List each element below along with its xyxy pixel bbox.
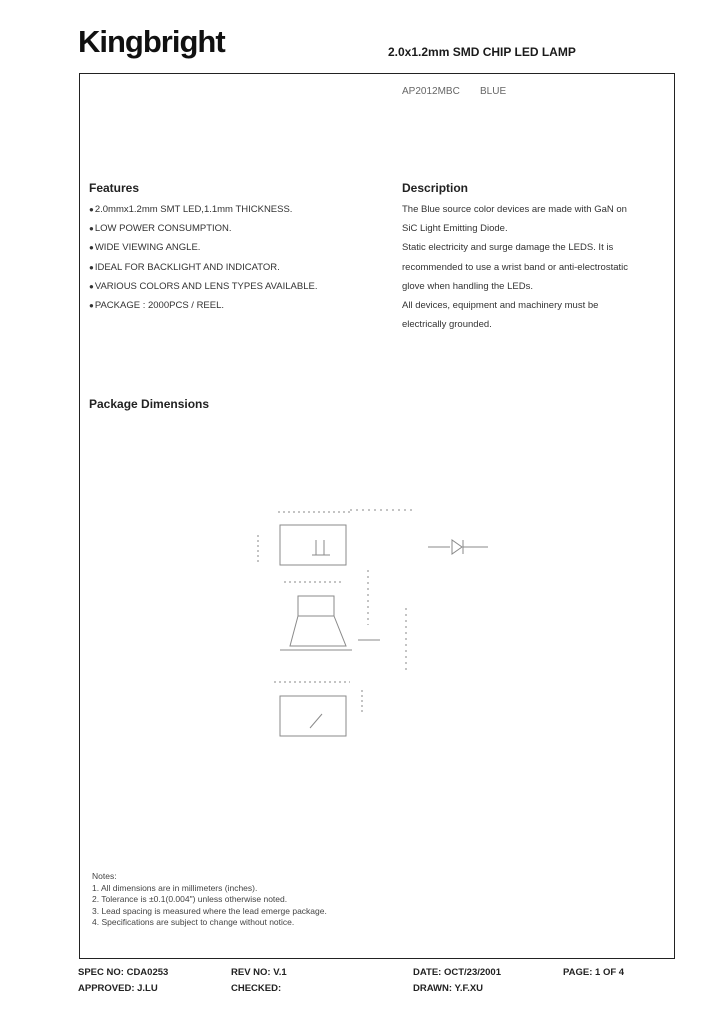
features-list: [89, 204, 379, 319]
bullet-icon: ●: [89, 224, 94, 234]
package-drawing: [240, 500, 500, 740]
spec-label: SPEC NO:: [78, 967, 124, 978]
checked-label: CHECKED:: [231, 983, 282, 994]
feature-item: [89, 262, 379, 281]
approved-value: J.LU: [137, 983, 158, 994]
feature-text: 2.0mmx1.2mm SMT LED,1.1mm THICKNESS.: [94, 204, 293, 215]
feature-item: [89, 223, 379, 242]
date-value: OCT/23/2001: [443, 967, 502, 978]
bullet-icon: ●: [89, 243, 94, 253]
drawn-label: DRAWN:: [413, 983, 453, 994]
bottom-view-outline: [280, 696, 346, 736]
part-color: BLUE: [480, 86, 507, 97]
approved-by: [78, 983, 158, 994]
brand-logo: Kingbright: [78, 24, 225, 59]
top-view-outline: [280, 525, 346, 565]
description-heading: Description: [402, 181, 469, 195]
feature-text: VARIOUS COLORS AND LENS TYPES AVAILABLE.: [94, 280, 318, 292]
diode-symbol: [452, 540, 462, 554]
feature-text: WIDE VIEWING ANGLE.: [94, 242, 201, 254]
spec-number: [78, 967, 168, 978]
description-block: [402, 204, 664, 338]
part-number: AP2012MBC: [402, 86, 460, 97]
feature-item: [89, 300, 379, 319]
description-line: electrically grounded.: [402, 319, 492, 331]
drawn-by: [413, 983, 483, 994]
feature-item: [89, 281, 379, 300]
date-label: DATE:: [413, 967, 442, 978]
checked-by: [231, 983, 281, 994]
notes-heading: Notes:: [92, 871, 117, 881]
feature-item: [89, 242, 379, 261]
note-item: 2. Tolerance is ±0.1(0.004") unless otherwise noted.: [92, 894, 288, 905]
side-view-lens: [290, 616, 346, 646]
features-heading: Features: [89, 181, 140, 195]
feature-item: [89, 204, 379, 223]
description-line: The Blue source color devices are made with GaN on: [402, 204, 627, 215]
description-line: glove when handling the LEDs.: [402, 280, 533, 292]
note-item: 4. Specifications are subject to change without notice.: [92, 917, 295, 928]
side-view-top: [298, 596, 334, 616]
notes-block: [92, 871, 327, 929]
document-title: 2.0x1.2mm SMD CHIP LED LAMP: [388, 45, 576, 59]
approved-label: APPROVED:: [78, 983, 135, 994]
note-item: 3. Lead spacing is measured where the lead emerge package.: [92, 905, 327, 916]
feature-text: IDEAL FOR BACKLIGHT AND INDICATOR.: [94, 261, 280, 273]
bottom-view-mark: [310, 714, 322, 728]
bullet-icon: ●: [89, 281, 94, 291]
drawn-value: Y.F.XU: [454, 983, 484, 994]
bullet-icon: ●: [89, 205, 94, 214]
feature-text: PACKAGE : 2000PCS / REEL.: [94, 299, 225, 311]
package-dimensions-heading: Package Dimensions: [89, 397, 210, 411]
page-value: 1 OF 4: [595, 967, 625, 978]
description-line: All devices, equipment and machinery must be: [402, 299, 599, 311]
description-line: Static electricity and surge damage the LEDS. It is: [402, 242, 614, 254]
description-line: recommended to use a wrist band or anti-electrostatic: [402, 261, 628, 273]
page-number: [563, 967, 624, 978]
bullet-icon: ●: [89, 262, 94, 272]
date: [413, 967, 501, 978]
bullet-icon: ●: [89, 300, 94, 310]
revision-number: [231, 967, 287, 978]
feature-text: LOW POWER CONSUMPTION.: [94, 223, 232, 235]
rev-label: REV NO:: [231, 967, 271, 978]
note-item: 1. All dimensions are in millimeters (inches).: [92, 882, 258, 893]
description-line: SiC Light Emitting Diode.: [402, 223, 508, 235]
rev-value: V.1: [273, 967, 287, 978]
page-label: PAGE:: [563, 967, 593, 978]
spec-value: CDA0253: [126, 967, 169, 978]
